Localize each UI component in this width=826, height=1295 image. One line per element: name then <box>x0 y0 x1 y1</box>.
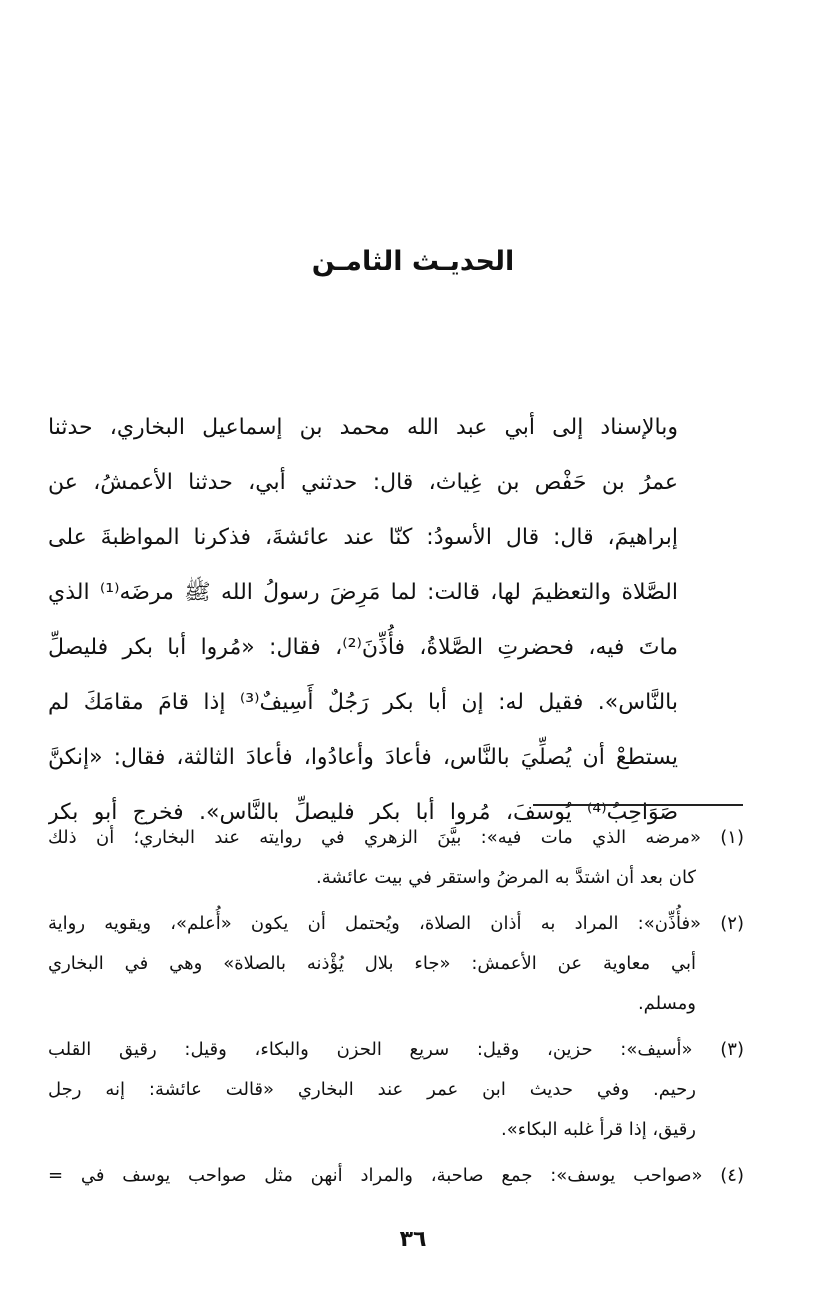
footnote-3 <box>48 1030 744 1150</box>
page-number: ٣٦ <box>399 1227 427 1252</box>
footnote-2 <box>48 904 744 1024</box>
footnote-line: كان بعد أن اشتدَّ به المرضُ واستقر في بيت عائشة. <box>316 867 696 888</box>
hadith-title: الحديـث الثامـن <box>311 246 515 277</box>
footnote-line: ومسلم. <box>637 993 696 1014</box>
body-line: ماتَ فيه، فحضرتِ الصَّلاةُ، فأُذِّنَ⁽²⁾، فقال: «مُروا أبا بكر فليصلِّ <box>48 635 678 660</box>
footnote-line: رقيق، إذا قرأ غلبه البكاء». <box>501 1119 696 1140</box>
body-line: صَوَاحِبُ⁽⁴⁾ يُوسفَ، مُروا أبا بكر فليصلِّ بالنَّاس». فخرج أبو بكر <box>48 800 678 825</box>
footnote-line: رحيم. وفي حديث ابن عمر عند البخاري «قالت عائشة: إنه رجل <box>48 1079 696 1100</box>
body-line: بالنَّاس». فقيل له: إن أبا بكر رَجُلٌ أَسِيفٌ⁽³⁾ إذا قامَ مقامَكَ لم <box>48 690 678 715</box>
body-line: إبراهيمَ، قال: قال الأسودُ: كنّا عند عائشةَ، فذكرنا المواظبةَ على <box>48 525 678 550</box>
footnote-line: أبي معاوية عن الأعمش: «جاء بلال يُؤْذنه بالصلاة» وهي في البخاري <box>48 953 696 974</box>
footnote-line: (٣) «أسيف»: حزين، وقيل: سريع الحزن والبكاء، وقيل: رقيق القلب <box>48 1039 744 1060</box>
footnote-line: (١) «مرضه الذي مات فيه»: بيَّنَ الزهري في روايته عند البخاري؛ أن ذلك <box>48 827 744 848</box>
body-line: وبالإسناد إلى أبي عبد الله محمد بن إسماعيل البخاري، حدثنا <box>48 415 678 440</box>
body-line: الصَّلاة والتعظيمَ لها، قالت: لما مَرِضَ رسولُ الله ﷺ مرضَه⁽¹⁾ الذي <box>48 580 678 605</box>
footnote-line: (٢) «فأُذِّن»: المراد به أذان الصلاة، ويُحتمل أن يكون «أُعلم»، ويقويه رواية <box>48 913 744 934</box>
footnotes <box>48 818 744 1202</box>
body-line: عمرُ بن حَفْص بن غِياث، قال: حدثني أبي، حدثنا الأعمشُ، عن <box>48 470 678 495</box>
footnote-line: (٤) «صواحب يوسف»: جمع صاحبة، والمراد أنهن مثل صواحب يوسف في = <box>48 1165 744 1186</box>
footnote-4 <box>48 1156 744 1196</box>
footnote-separator <box>533 804 743 806</box>
body-line: يستطعْ أن يُصلِّيَ بالنَّاس، فأعادَ وأعادُوا، فأعادَ الثالثة، فقال: «إنكنَّ <box>48 745 678 770</box>
hadith-body <box>48 400 678 840</box>
footnote-1 <box>48 818 744 898</box>
